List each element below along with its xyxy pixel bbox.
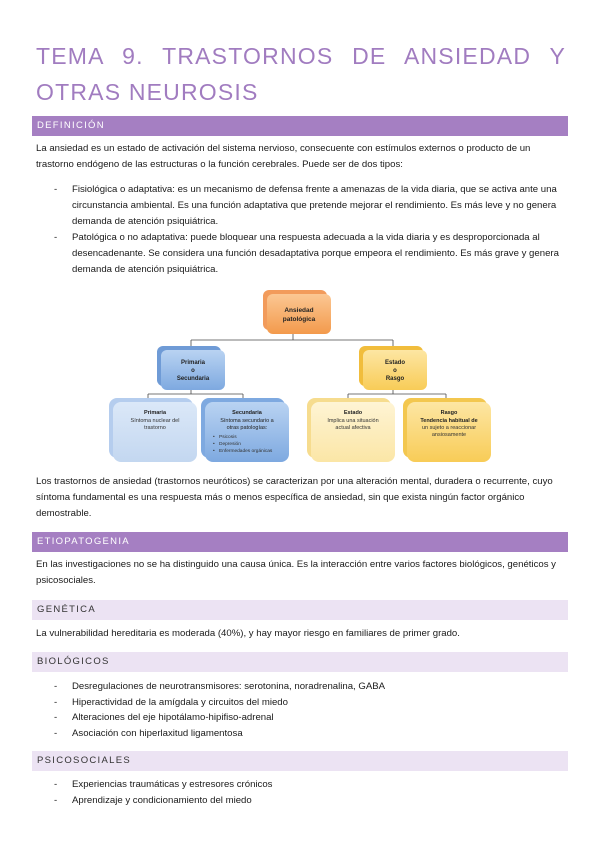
page-title: TEMA 9. TRASTORNOS DE ANSIEDAD Y OTRAS NEUROSIS: [36, 43, 566, 105]
svg-text:un sujeto a reaccionar: un sujeto a reaccionar: [421, 425, 477, 431]
list-dash: -: [54, 727, 58, 739]
list-item: [36, 230, 564, 278]
diagram-estado-rasgo-node: [359, 346, 427, 390]
genetica-text: La vulnerabilidad hereditaria es moderada (40%), y hay mayor riesgo en familiares de primer grado.: [36, 628, 460, 639]
svg-text:trastorno: trastorno: [144, 425, 166, 431]
list-item: - Hiperactividad de la amígdala y circuitos del miedo: [36, 695, 564, 711]
tipo-fisiologica: Fisiológica o adaptativa: es un mecanismo de defensa frente a amenazas de la vida diaria, que se activa ante una circunstancia ambiental. Es una función adaptativa que pretende mejorar el rendimiento. Es más leve y no genera demanda de atención psiquiátrica.: [72, 184, 557, 227]
section-header-etiopatogenia: ETIOPATOGENIA: [32, 532, 568, 552]
svg-text:Tendencia habitual de: Tendencia habitual de: [420, 418, 478, 424]
list-item: [36, 182, 564, 230]
svg-text:•: •: [213, 449, 215, 454]
anxiety-classification-diagram: [103, 284, 500, 464]
section-header-biologicos: BIOLÓGICOS: [32, 652, 568, 672]
list-dash: -: [54, 779, 58, 790]
section-header-genetica: GENÉTICA: [32, 600, 568, 620]
section-header-definicion: DEFINICIÓN: [32, 116, 568, 136]
psicosociales-list: [36, 777, 564, 808]
svg-text:Enfermedades orgánicas: Enfermedades orgánicas: [219, 449, 273, 454]
svg-text:Secundaria: Secundaria: [176, 376, 210, 382]
list-item: - Desregulaciones de neurotransmisores: serotonina, noradrenalina, GABA: [36, 679, 564, 695]
svg-text:•: •: [213, 442, 215, 447]
list-dash: -: [54, 794, 58, 806]
list-item: - Asociación con hiperlaxitud ligamentosa: [36, 726, 564, 742]
diagram-rasgo-node: [403, 398, 491, 462]
svg-text:Psicosis: Psicosis: [219, 435, 237, 440]
svg-text:Estado: Estado: [384, 360, 406, 366]
svg-text:otras patologías:: otras patologías:: [226, 425, 268, 431]
root-line-1: Ansiedad: [284, 307, 314, 314]
list-item: - Experiencias traumáticas y estresores crónicos: [36, 777, 564, 793]
list-item: - Aprendizaje y condicionamiento del miedo: [36, 793, 564, 809]
definicion-conclusion: Los trastornos de ansiedad (trastornos neuróticos) se caracterizan por una alteración mental, duradera o recurrente, cuyo síntoma fundamental es una respuesta más o menos específica de ansiedad, sin que exista ningún factor orgánico demostrable.: [36, 476, 553, 519]
list-dash: -: [54, 184, 58, 195]
svg-text:o: o: [393, 368, 397, 374]
section-header-psicosociales: PSICOSOCIALES: [32, 751, 568, 771]
svg-text:Depresión: Depresión: [219, 442, 241, 447]
list-item: - Alteraciones del eje hipotálamo-hipifiso-adrenal: [36, 710, 564, 726]
diagram-estado-node: [307, 398, 395, 462]
svg-text:Implica una situación: Implica una situación: [327, 418, 379, 424]
diagram-secundaria-node: [201, 398, 289, 462]
svg-text:•: •: [213, 435, 215, 440]
svg-text:Síntoma nuclear del: Síntoma nuclear del: [130, 418, 180, 424]
svg-text:Secundaria: Secundaria: [232, 410, 262, 416]
biologicos-list: [36, 679, 564, 741]
tipo-patologica: Patológica o no adaptativa: puede bloquear una respuesta adecuada a la vida diaria y es desproporcionada al desencadenante. Se considera una función desadaptativa porque empeora el rendimiento. Es más grave y genera demanda de atención psiquiátrica.: [72, 232, 559, 275]
svg-text:ansiosamente: ansiosamente: [431, 432, 467, 438]
tipos-list: [36, 182, 564, 278]
list-dash: -: [54, 232, 58, 243]
etiopatogenia-intro: En las investigaciones no se ha distinguido una causa única. Es la interacción entre varios factores biológicos, genéticos y psicosociales.: [36, 559, 556, 586]
svg-text:o: o: [191, 368, 195, 374]
definicion-intro: La ansiedad es un estado de activación del sistema nervioso, consecuente con estímulos externos o producto de un trastorno endógeno de las estructuras o la función cerebrales. Puede ser de dos tipos:: [36, 143, 531, 170]
svg-text:Estado: Estado: [343, 410, 363, 416]
diagram-primaria-secundaria-node: [157, 346, 225, 390]
list-dash: -: [54, 681, 58, 692]
list-dash: -: [54, 712, 58, 724]
svg-text:Rasgo: Rasgo: [440, 410, 458, 416]
diagram-root-node: [263, 290, 331, 334]
diagram-primaria-node: [109, 398, 197, 462]
list-dash: -: [54, 696, 58, 708]
svg-text:Síntoma secundario a: Síntoma secundario a: [220, 418, 274, 424]
root-line-2: patológica: [282, 316, 316, 323]
svg-text:Primaria: Primaria: [180, 360, 206, 366]
svg-text:actual afectiva: actual afectiva: [335, 425, 371, 431]
svg-text:Rasgo: Rasgo: [385, 376, 405, 382]
svg-text:Primaria: Primaria: [143, 410, 167, 416]
